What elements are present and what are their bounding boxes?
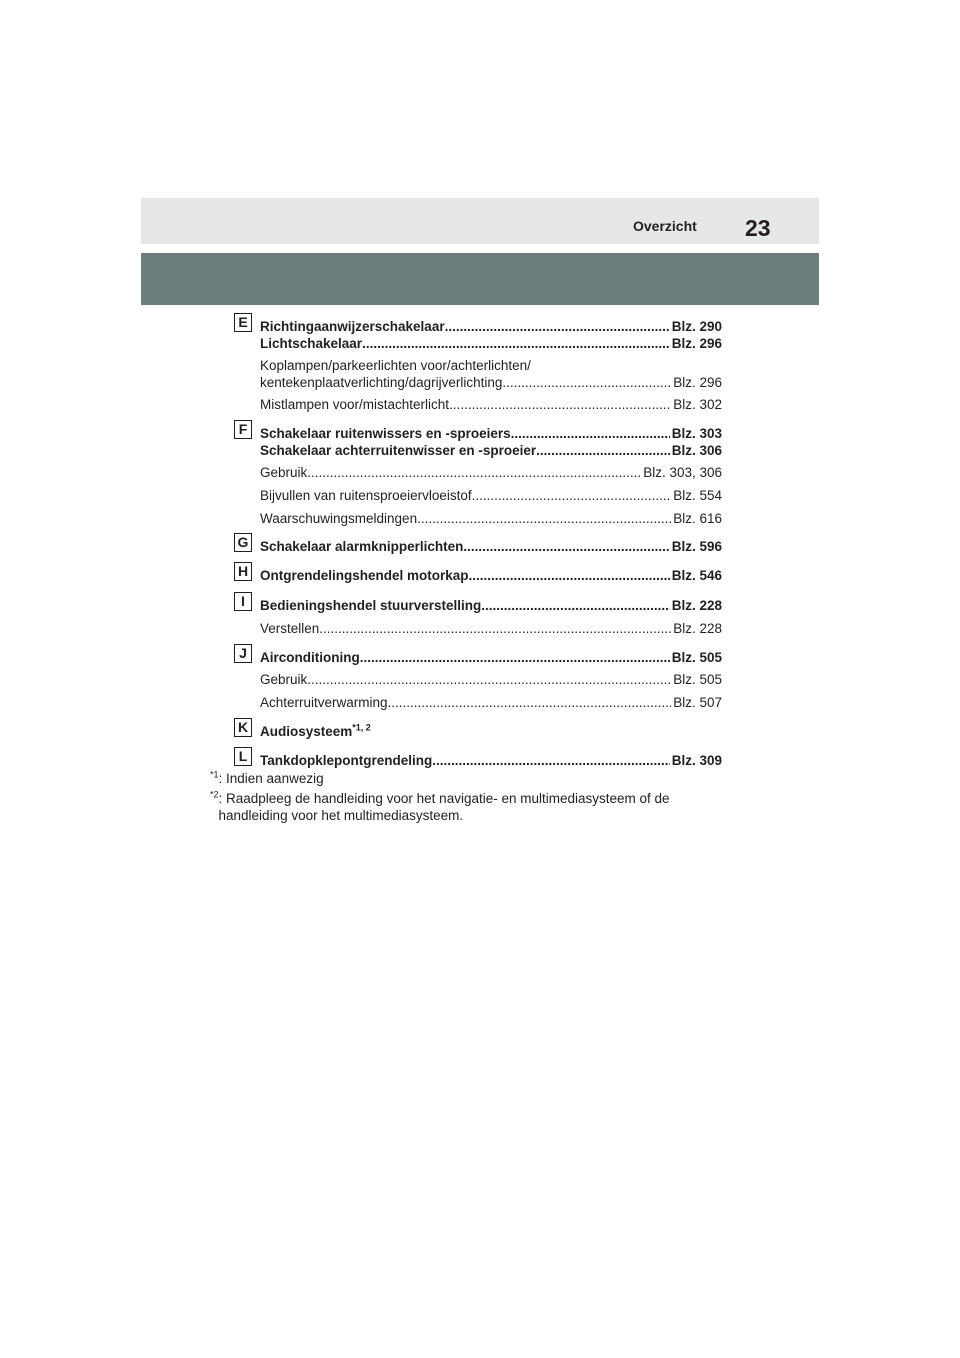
subentry[interactable] xyxy=(260,487,722,505)
subentry[interactable] xyxy=(260,396,722,414)
entry-title: Ontgrendelingshendel motorkap xyxy=(260,568,469,583)
dot-leader xyxy=(319,620,671,638)
page-ref: Blz. 309 xyxy=(671,753,722,768)
label-box-j: J xyxy=(234,644,252,663)
index-entry[interactable] xyxy=(260,538,722,556)
dot-leader xyxy=(469,567,670,585)
page-ref: Blz. 546 xyxy=(671,568,722,583)
subentry[interactable] xyxy=(260,671,722,689)
header-bar xyxy=(141,198,819,244)
subentry[interactable] xyxy=(260,374,722,392)
index-entry[interactable] xyxy=(260,723,722,741)
page-ref: Blz. 296 xyxy=(671,336,722,351)
entry-title: Airconditioning xyxy=(260,650,360,665)
dot-leader xyxy=(432,752,669,770)
entry-title: Schakelaar alarmknipperlichten xyxy=(260,539,464,554)
label-box-g: G xyxy=(234,533,252,552)
dot-leader xyxy=(307,671,671,689)
entry-title: Achterruitverwarming xyxy=(260,695,388,710)
page-number: 23 xyxy=(745,215,771,241)
label-box-h: H xyxy=(234,562,252,581)
index-entry[interactable] xyxy=(260,567,722,585)
page-ref: Blz. 228 xyxy=(673,621,722,636)
subentry[interactable] xyxy=(260,694,722,712)
dot-leader xyxy=(307,464,641,482)
label-box-f: F xyxy=(234,420,252,439)
page-ref: Blz. 303 xyxy=(671,426,722,441)
entry-title: Lichtschakelaar xyxy=(260,336,363,351)
entry-title: Tankdopklepontgrendeling xyxy=(260,753,433,768)
footnotes xyxy=(210,770,730,824)
page-ref: Blz. 507 xyxy=(673,695,722,710)
page-ref: Blz. 616 xyxy=(673,511,722,526)
dot-leader xyxy=(388,694,672,712)
entry-title: Gebruik xyxy=(260,465,308,480)
page-ref: Blz. 306 xyxy=(671,443,722,458)
entry-title: Richtingaanwijzerschakelaar xyxy=(260,319,445,334)
subentry-line: Koplampen/parkeerlichten voor/achterlichten/ xyxy=(260,358,531,373)
entry-title: Schakelaar ruitenwissers en -sproeiers xyxy=(260,426,511,441)
page-ref: Blz. 296 xyxy=(673,375,722,390)
dot-leader xyxy=(502,374,671,392)
entry-title: Mistlampen voor/mistachterlicht xyxy=(260,397,450,412)
footnote-mark: *1 xyxy=(210,769,219,780)
index-entry[interactable] xyxy=(260,425,722,443)
footnote-text: : Indien aanwezig xyxy=(218,771,324,786)
page-ref: Blz. 596 xyxy=(671,539,722,554)
page-ref: Blz. 554 xyxy=(673,488,722,503)
header-band xyxy=(141,253,819,305)
index-entry[interactable] xyxy=(260,335,722,353)
label-box-i: I xyxy=(234,592,252,611)
dot-leader xyxy=(481,597,669,615)
dot-leader xyxy=(417,510,671,528)
footnote-text: : Raadpleeg de handleiding voor het navigatie- en multimediasysteem of de handleiding voor het multimediasysteem. xyxy=(218,791,670,823)
page-ref: Blz. 290 xyxy=(671,319,722,334)
label-box-l: L xyxy=(234,747,252,766)
dot-leader xyxy=(360,649,670,667)
page-ref: Blz. 228 xyxy=(671,598,722,613)
page-ref: Blz. 505 xyxy=(671,650,722,665)
footnote xyxy=(210,790,730,824)
label-box-k: K xyxy=(234,718,252,737)
dot-leader xyxy=(445,318,670,336)
dot-leader xyxy=(536,442,670,460)
footnote-mark: *2 xyxy=(210,789,219,800)
dot-leader xyxy=(449,396,671,414)
subentry[interactable] xyxy=(260,464,722,482)
index-entry[interactable] xyxy=(260,318,722,336)
label-box-e: E xyxy=(234,313,252,332)
page-ref: Blz. 302 xyxy=(673,397,722,412)
index-entry[interactable] xyxy=(260,597,722,615)
dot-leader xyxy=(463,538,669,556)
dot-leader xyxy=(472,487,672,505)
footnote xyxy=(210,770,730,787)
entry-title: Audiosysteem xyxy=(260,724,353,739)
entry-title: Gebruik xyxy=(260,672,308,687)
entry-title: kentekenplaatverlichting/dagrijverlichting xyxy=(260,375,503,390)
entry-title: Verstellen xyxy=(260,621,320,636)
footnote-ref: *1, 2 xyxy=(352,722,371,733)
index-entry[interactable] xyxy=(260,752,722,770)
entry-title: Bijvullen van ruitensproeiervloeistof xyxy=(260,488,472,503)
entry-title: Schakelaar achterruitenwisser en -sproeier xyxy=(260,443,537,458)
page-ref: Blz. 505 xyxy=(673,672,722,687)
section-title: Overzicht xyxy=(633,218,697,234)
entry-title: Bedieningshendel stuurverstelling xyxy=(260,598,482,613)
dot-leader xyxy=(362,335,670,353)
subentry[interactable] xyxy=(260,620,722,638)
page-ref: Blz. 303, 306 xyxy=(643,465,722,480)
subentry[interactable] xyxy=(260,510,722,528)
index-entry[interactable] xyxy=(260,649,722,667)
entry-title: Waarschuwingsmeldingen xyxy=(260,511,418,526)
index-entry[interactable] xyxy=(260,442,722,460)
dot-leader xyxy=(511,425,670,443)
